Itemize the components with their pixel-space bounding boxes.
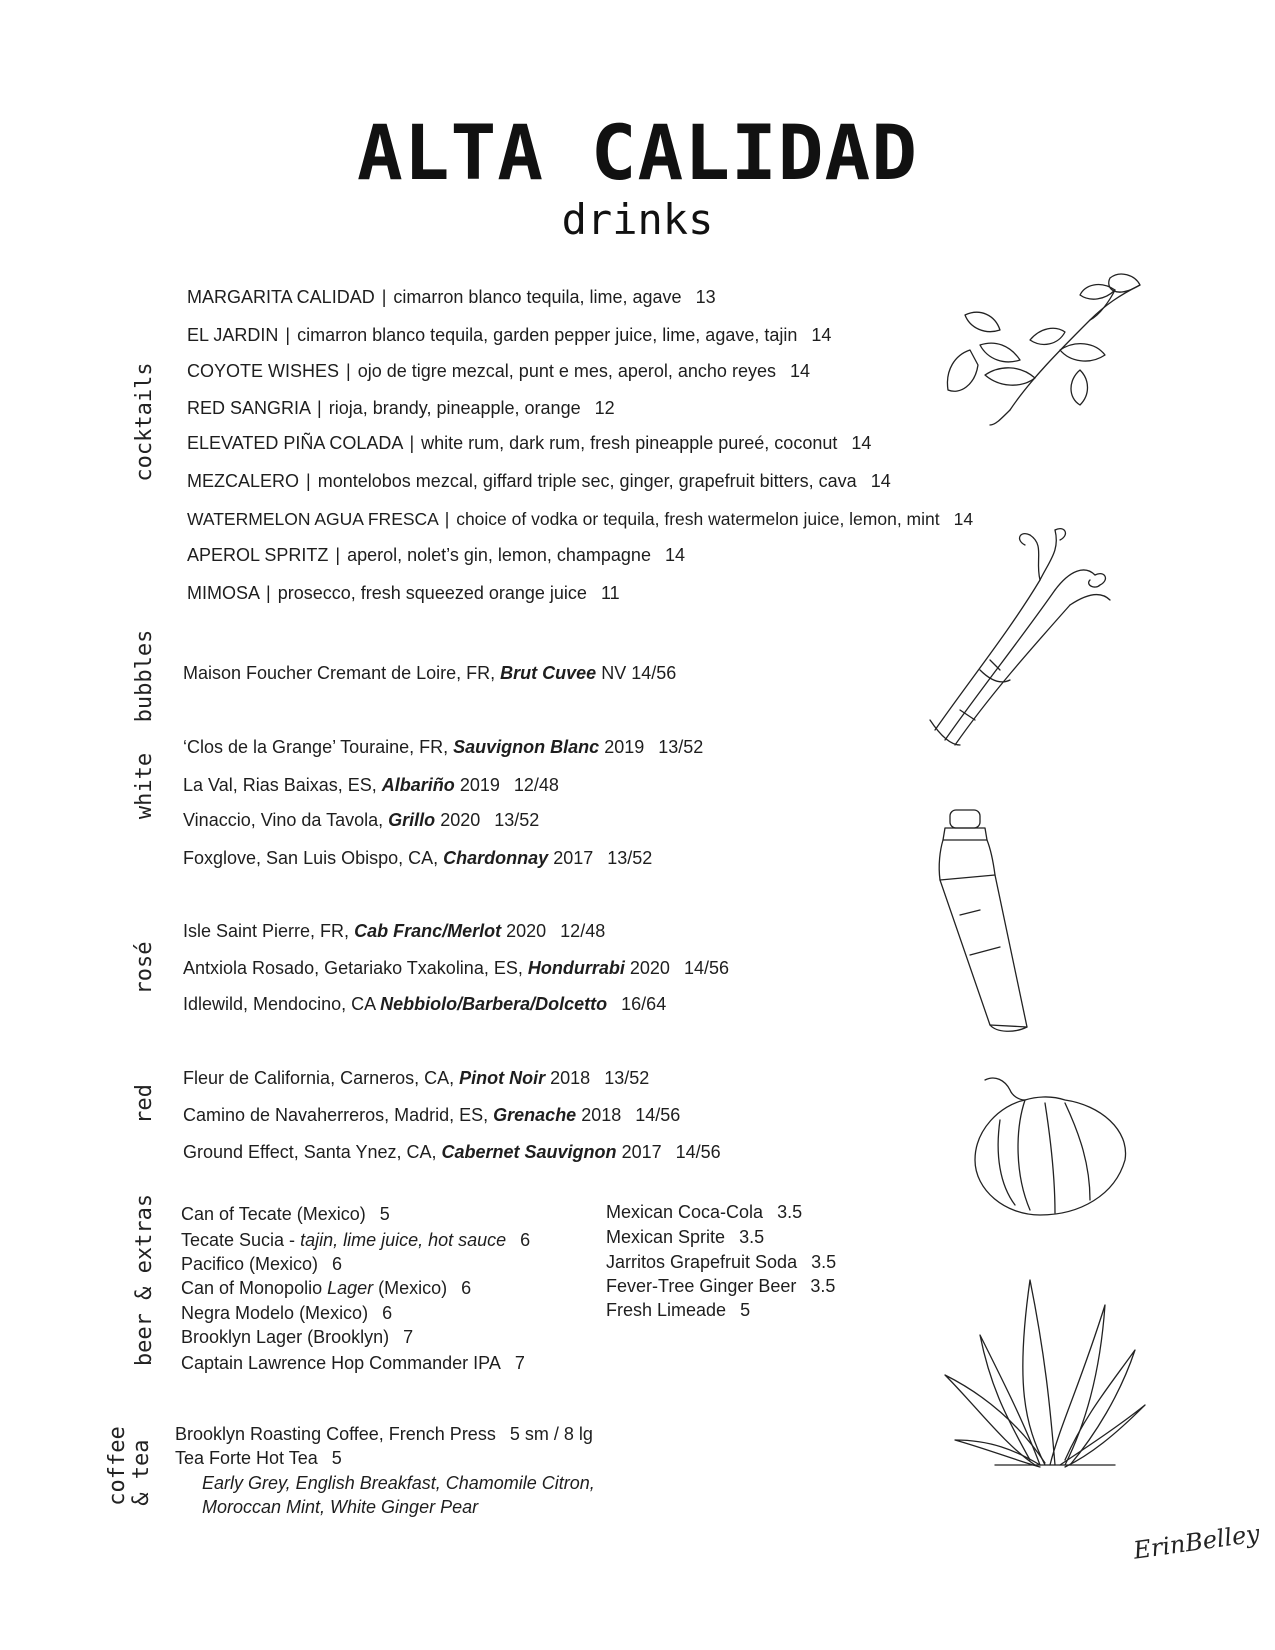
- wine-vintage: 2018: [581, 1105, 622, 1125]
- cocktail-desc: choice of vodka or tequila, fresh watermelon juice, lemon, mint: [456, 509, 940, 529]
- wine-grape: Sauvignon Blanc: [453, 737, 600, 757]
- wine-grape: Chardonnay: [443, 848, 549, 868]
- menu-title: ALTA CALIDAD: [356, 108, 919, 197]
- tea-flavors-line: Moroccan Mint, White Ginger Pear: [202, 1497, 479, 1517]
- wine-producer: Foxglove, San Luis Obispo, CA,: [183, 848, 439, 868]
- wine-vintage: 2020: [629, 958, 670, 978]
- extra-item: [606, 1251, 836, 1273]
- beer-price: 7: [514, 1353, 525, 1373]
- cocktail-separator: |: [266, 583, 271, 603]
- cocktail-name: ELEVATED PIÑA COLADA: [187, 433, 403, 453]
- wine-vintage: 2017: [621, 1142, 662, 1162]
- wine-item: [183, 993, 666, 1015]
- cocktail-price: 12: [594, 398, 615, 418]
- extra-name: Fever-Tree Ginger Beer: [606, 1276, 797, 1296]
- extra-price: 3.5: [739, 1227, 765, 1247]
- wine-vintage: NV: [601, 663, 627, 683]
- wine-price: 13/52: [607, 848, 653, 868]
- cocktail-name: WATERMELON AGUA FRESCA: [187, 509, 438, 529]
- beer-detail: Lager: [327, 1278, 374, 1298]
- cocktail-price: 14: [811, 325, 832, 345]
- beer-item: [181, 1326, 413, 1348]
- cocktail-desc: prosecco, fresh squeezed orange juice: [277, 583, 587, 603]
- coffee-name: Tea Forte Hot Tea: [175, 1448, 318, 1468]
- wine-item: [183, 847, 652, 869]
- wine-vintage: 2020: [506, 921, 547, 941]
- cocktail-name: MEZCALERO: [187, 471, 300, 491]
- extra-price: 5: [740, 1300, 751, 1320]
- cocktail-desc: rioja, brandy, pineapple, orange: [328, 398, 581, 418]
- cocktail-item: [187, 470, 891, 492]
- wine-producer: La Val, Rias Baixas, ES,: [183, 775, 377, 795]
- cocktail-price: 14: [953, 509, 974, 529]
- wine-producer: Isle Saint Pierre, FR,: [183, 921, 350, 941]
- wine-grape: Nebbiolo/Barbera/Dolcetto: [380, 994, 608, 1014]
- cocktail-separator: |: [409, 433, 415, 453]
- section-label-bubbles: bubbles: [132, 629, 157, 723]
- cocktail-shaker-illustration: [935, 805, 1045, 1035]
- cocktail-name: COYOTE WISHES: [187, 361, 340, 381]
- cocktail-desc: aperol, nolet’s gin, lemon, champagne: [347, 545, 651, 565]
- wine-price: 14/56: [635, 1105, 681, 1125]
- coffee-name: Brooklyn Roasting Coffee, French Press: [175, 1424, 496, 1444]
- wine-producer: Antxiola Rosado, Getariako Txakolina, ES,: [183, 958, 523, 978]
- beer-name: Can of Tecate (Mexico): [181, 1204, 366, 1224]
- wine-vintage: 2017: [553, 848, 594, 868]
- cocktail-price: 11: [600, 583, 620, 603]
- cocktail-separator: |: [335, 545, 341, 565]
- cocktail-desc: white rum, dark rum, fresh pineapple pureé, coconut: [421, 433, 838, 453]
- wine-price: 14/56: [631, 663, 677, 683]
- extra-item: [606, 1275, 835, 1297]
- cocktail-price: 14: [851, 433, 872, 453]
- cocktail-desc: cimarron blanco tequila, garden pepper juice, lime, agave, tajin: [297, 325, 798, 345]
- agave-plant-illustration: [935, 1275, 1150, 1470]
- cocktail-desc: ojo de tigre mezcal, punt e mes, aperol, ancho reyes: [357, 361, 776, 381]
- cocktail-item: [187, 508, 973, 530]
- beer-item: [181, 1277, 471, 1299]
- section-label-coffee-line1: coffee: [105, 1426, 130, 1506]
- wine-item: [183, 1067, 649, 1089]
- beer-item: [181, 1302, 392, 1324]
- beer-price: 5: [379, 1204, 390, 1224]
- wine-producer: Camino de Navaherreros, Madrid, ES,: [183, 1105, 489, 1125]
- wine-vintage: 2019: [604, 737, 645, 757]
- cocktail-name: EL JARDIN: [187, 325, 279, 345]
- section-label-coffee-tea: [106, 1426, 154, 1505]
- section-label-white: white: [132, 752, 157, 820]
- wine-producer: Vinaccio, Vino da Tavola,: [183, 810, 384, 830]
- wine-producer: Ground Effect, Santa Ynez, CA,: [183, 1142, 437, 1162]
- wine-producer: ‘Clos de la Grange’ Touraine, FR,: [183, 737, 449, 757]
- cocktail-item: [187, 397, 615, 419]
- wine-price: 13/52: [494, 810, 540, 830]
- extra-name: Fresh Limeade: [606, 1300, 727, 1320]
- cocktail-name: MIMOSA: [187, 583, 260, 603]
- beer-name: Pacifico (Mexico): [181, 1254, 319, 1274]
- beer-price: 6: [382, 1303, 393, 1323]
- chili-pepper-illustration: [970, 1075, 1135, 1220]
- wine-grape: Pinot Noir: [459, 1068, 546, 1088]
- section-label-coffee-line2: & tea: [129, 1439, 154, 1506]
- artist-signature: ErinBelley: [1131, 1519, 1262, 1565]
- beer-name: Can of Monopolio: [181, 1278, 328, 1298]
- physalis-branch-illustration: [940, 270, 1150, 425]
- wine-vintage: 2019: [459, 775, 500, 795]
- extra-item: [606, 1299, 750, 1321]
- wine-item: [183, 1104, 680, 1126]
- section-label-beer-extras: beer & extras: [132, 1193, 157, 1367]
- wine-grape: Brut Cuvee: [500, 663, 597, 683]
- wine-price: 13/52: [604, 1068, 650, 1088]
- wine-item: [183, 1141, 721, 1163]
- wine-grape: Cabernet Sauvignon: [441, 1142, 617, 1162]
- cocktail-price: 14: [664, 545, 685, 565]
- wine-item: [183, 662, 676, 684]
- wine-producer: Fleur de California, Carneros, CA,: [183, 1068, 455, 1088]
- extra-price: 3.5: [811, 1252, 837, 1272]
- beer-item: [181, 1229, 530, 1251]
- cocktail-separator: |: [346, 361, 351, 381]
- beer-item: [181, 1203, 390, 1225]
- wine-grape: Albariño: [381, 775, 455, 795]
- section-label-red: red: [132, 1084, 157, 1124]
- beer-detail: tajin, lime juice, hot sauce: [300, 1230, 507, 1250]
- cocktail-item: [187, 360, 810, 382]
- section-label-rose: rosé: [132, 941, 157, 995]
- beer-name: Brooklyn Lager (Brooklyn): [181, 1327, 390, 1347]
- wine-price: 12/48: [513, 775, 559, 795]
- beer-price: 7: [403, 1327, 414, 1347]
- cocktail-price: 14: [870, 471, 891, 491]
- wine-grape: Cab Franc/Merlot: [354, 921, 502, 941]
- wine-item: [183, 736, 703, 758]
- cocktail-separator: |: [285, 325, 291, 345]
- wine-item: [183, 774, 559, 796]
- wine-price: 14/56: [675, 1142, 721, 1162]
- beer-name: Negra Modelo (Mexico): [181, 1303, 369, 1323]
- wine-grape: Grillo: [388, 810, 436, 830]
- coffee-item: [175, 1447, 342, 1469]
- wine-grape: Grenache: [493, 1105, 577, 1125]
- coffee-price: 5: [331, 1448, 342, 1468]
- beer-name: Tecate Sucia -: [181, 1230, 301, 1250]
- cocktail-separator: |: [317, 398, 322, 418]
- cocktail-item: [187, 324, 831, 346]
- wine-price: 14/56: [683, 958, 729, 978]
- extra-item: [606, 1226, 764, 1248]
- cocktail-item: [187, 544, 685, 566]
- coffee-item: [175, 1423, 593, 1445]
- section-label-cocktails: cocktails: [132, 362, 157, 482]
- wine-price: 12/48: [560, 921, 606, 941]
- coffee-price: 5 sm / 8 lg: [509, 1424, 593, 1444]
- wine-item: [183, 920, 605, 942]
- beer-item: [181, 1253, 342, 1275]
- cocktail-item: [187, 582, 620, 604]
- beer-origin: (Mexico): [373, 1278, 448, 1298]
- beer-price: 6: [461, 1278, 472, 1298]
- extra-name: Jarritos Grapefruit Soda: [606, 1252, 798, 1272]
- cocktail-name: APEROL SPRITZ: [187, 545, 329, 565]
- cocktail-item: [187, 286, 716, 308]
- wine-price: 13/52: [658, 737, 704, 757]
- cocktail-name: MARGARITA CALIDAD: [187, 287, 375, 307]
- wine-vintage: 2020: [440, 810, 481, 830]
- wine-item: [183, 957, 729, 979]
- extra-price: 3.5: [777, 1202, 803, 1222]
- extra-item: [606, 1201, 802, 1223]
- cocktail-price: 13: [695, 287, 716, 307]
- cocktail-desc: montelobos mezcal, giffard triple sec, ginger, grapefruit bitters, cava: [317, 471, 857, 491]
- cocktail-item: [187, 432, 871, 454]
- beer-price: 6: [520, 1230, 531, 1250]
- cocktail-price: 14: [789, 361, 810, 381]
- cocktail-name: RED SANGRIA: [187, 398, 311, 418]
- celery-illustration: [920, 520, 1115, 750]
- wine-grape: Hondurrabi: [527, 958, 625, 978]
- wine-vintage: 2018: [550, 1068, 591, 1088]
- wine-item: [183, 809, 539, 831]
- cocktail-desc: cimarron blanco tequila, lime, agave: [393, 287, 682, 307]
- cocktail-separator: |: [306, 471, 311, 491]
- tea-flavors-line: Early Grey, English Breakfast, Chamomile Citron,: [202, 1473, 595, 1493]
- beer-item: [181, 1352, 525, 1374]
- wine-producer: Maison Foucher Cremant de Loire, FR,: [183, 663, 496, 683]
- beer-price: 6: [332, 1254, 343, 1274]
- beer-name: Captain Lawrence Hop Commander IPA: [181, 1353, 501, 1373]
- extra-name: Mexican Sprite: [606, 1227, 726, 1247]
- wine-price: 16/64: [621, 994, 667, 1014]
- wine-producer: Idlewild, Mendocino, CA: [183, 994, 376, 1014]
- cocktail-separator: |: [381, 287, 387, 307]
- menu-subtitle: drinks: [561, 195, 714, 244]
- extra-name: Mexican Coca-Cola: [606, 1202, 764, 1222]
- cocktail-separator: |: [444, 509, 450, 529]
- extra-price: 3.5: [810, 1276, 836, 1296]
